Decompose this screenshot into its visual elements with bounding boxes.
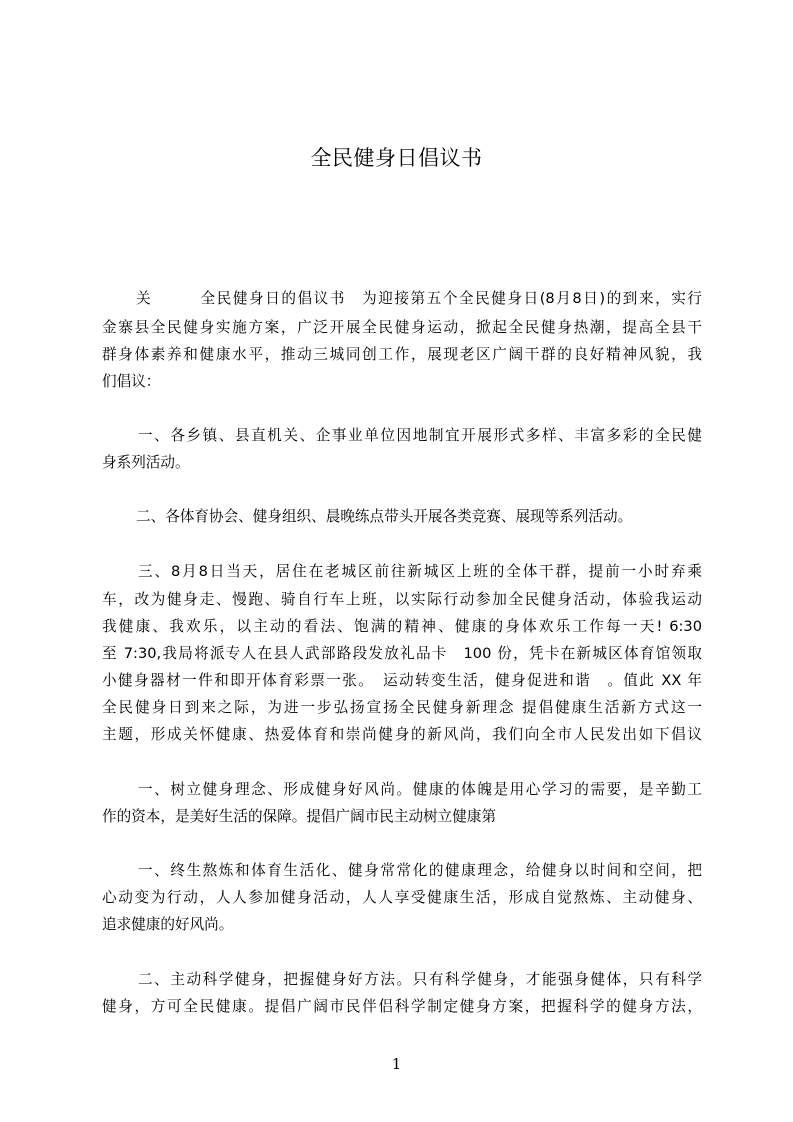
paragraph-line: 二、各体育协会、健身组织、晨晚练点带头开展各类竞赛、展现等系列活动。: [136, 508, 633, 525]
paragraph-line: 关 全民健身日的倡议书 为迎接第五个全民健身日(8月8日)的到来，实行: [136, 290, 702, 307]
paragraph-line: 小健身器材一件和即开体育彩票一张。 运动转变生活，健身促进和谐 。值此 XX 年: [102, 672, 702, 689]
paragraph-line: 金寨县全民健身实施方案，广泛开展全民健身运动，掀起全民健身热潮，提高全县干: [102, 319, 702, 336]
paragraph-line: 作的资本，是美好生活的保障。提倡广阔市民主动树立健康第: [102, 808, 497, 825]
paragraph-line: 全民健身日到来之际，为进一步弘扬宣扬全民健身新理念 提倡健康生活新方式这一: [102, 699, 702, 716]
paragraph-line: 追求健康的好风尚。: [102, 916, 234, 933]
paragraph-line: 车，改为健身走、慢跑、骑自行车上班，以实际行动参加全民健身活动，体验我运动: [102, 591, 702, 608]
paragraph-line: 一、终生熬炼和体育生活化、健身常常化的健康理念，给健身以时间和空间，把: [138, 862, 702, 879]
document-title: 全民健身日倡议书: [310, 146, 483, 170]
paragraph-line: 一、各乡镇、县直机关、企事业单位因地制宜开展形式多样、丰富多彩的全民健: [138, 427, 702, 444]
page-number: 1: [391, 1055, 402, 1073]
paragraph-line: 三、8月8日当天，居住在老城区前往新城区上班的全体干群，提前一小时弃乘: [138, 563, 702, 580]
paragraph-line: 二、主动科学健身，把握健身好方法。只有科学健身，才能强身健体，只有科学: [138, 971, 702, 988]
paragraph-line: 一、树立健身理念、形成健身好风尚。健康的体魄是用心学习的需要，是辛勤工: [138, 781, 702, 798]
paragraph-line: 我健康、我欢乐，以主动的看法、饱满的精神、健康的身体欢乐工作每一天! 6:30: [102, 618, 702, 635]
paragraph-line: 至 7:30,我局将派专人在县人武部路段发放礼品卡 100 份，凭卡在新城区体育馆领取: [102, 645, 702, 662]
paragraph-line: 心动变为行动，人人参加健身活动，人人享受健康生活，形成自觉熬炼、主动健身、: [102, 889, 702, 906]
paragraph-line: 身系列活动。: [102, 454, 190, 471]
paragraph-line: 们倡议：: [102, 373, 161, 390]
paragraph-line: 健身，方可全民健康。提倡广阔市民伴侣科学制定健身方案，把握科学的健身方法，: [102, 998, 702, 1015]
paragraph-line: 群身体素养和健康水平，推动三城同创工作，展现老区广阔干群的良好精神风貌，我: [102, 346, 702, 363]
paragraph-line: 主题，形成关怀健康、热爱体育和崇尚健身的新风尚，我们向全市人民发出如下倡议: [102, 726, 702, 743]
